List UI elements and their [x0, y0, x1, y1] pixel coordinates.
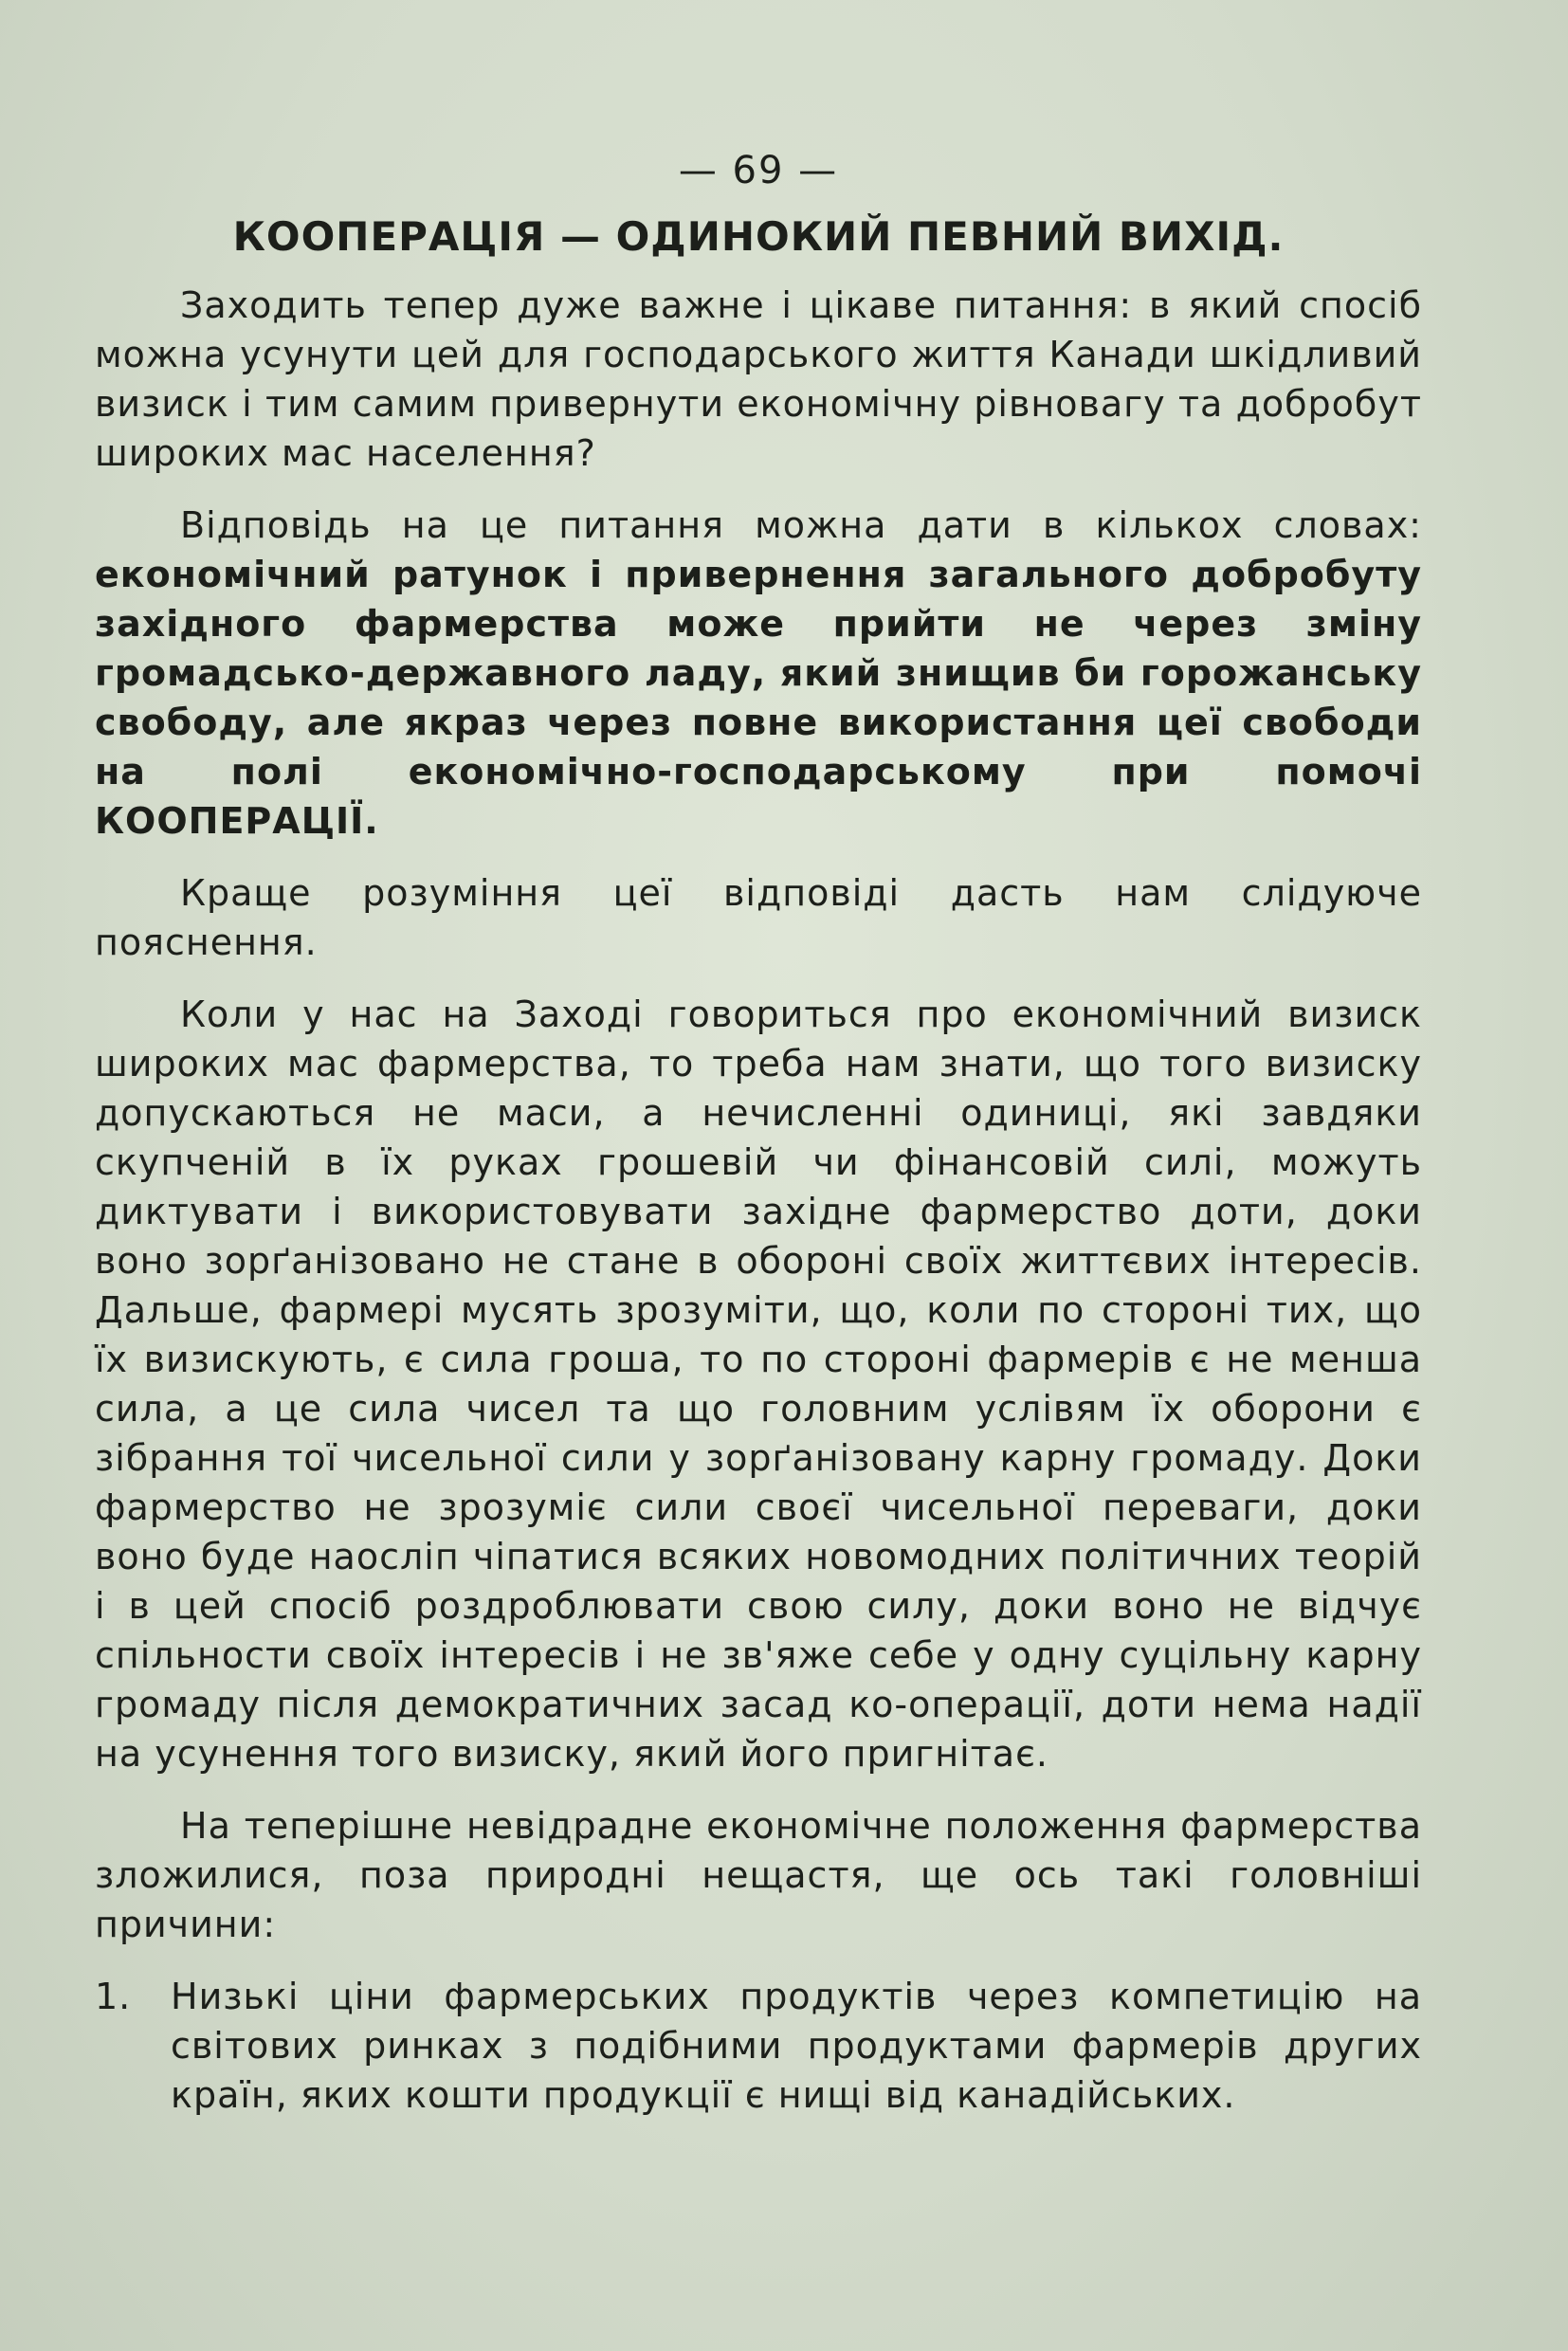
paragraph-bold-answer: економічний ратунок і привернення загального добробуту західного фармерства може прийти не через зміну громадсько-державного ладу, який знищив би горожанську свободу, але якраз через повне використання цеї свободи на полі економічно-господарському при помочі КООПЕРАЦІЇ.	[95, 554, 1422, 842]
page-content	[95, 142, 1422, 2120]
section-title: КООПЕРАЦІЯ — ОДИНОКИЙ ПЕВНИЙ ВИХІД.	[232, 213, 1285, 260]
paragraph-answer	[95, 501, 1422, 846]
paragraph-text: Краще розуміння цеї відповіді дасть нам слідуюче пояснення.	[95, 872, 1422, 963]
paragraph-text: Заходить тепер дуже важне і цікаве питання: в який спосіб можна усунути цей для господарського життя Канади шкідливий визиск і тим самим привернути економічну рівновагу та добробут широких мас населення?	[95, 284, 1422, 474]
paragraph-lead: Відповідь на це питання можна дати в кількох словах:	[180, 504, 1422, 546]
page-number: — 69 —	[678, 149, 839, 192]
list-item-number: 1.	[95, 1976, 132, 2017]
list-item	[95, 1972, 1422, 2120]
paragraph-text: Коли у нас на Заході говориться про економічний визиск широких мас фармерства, то треба нам знати, що того визиску допускаються не маси, а нечисленні одиниці, які завдяки скупченій в їх руках грошевій чи фінансовій силі, можуть диктувати і використовувати західне фармерство доти, доки воно зорґанізовано не стане в обороні своїх життєвих інтересів. Дальше, фармері мусять зрозуміти, що, коли по стороні тих, що їх визискують, є сила гроша, то по стороні фармерів є не менша сила, а це сила чисел та що головним услівям їх оборони є зібрання тої чисельної сили у зорґанізовану карну громаду. Доки фармерство не зрозуміє сили своєї чисельної переваги, доки воно буде наосліп чіпатися всяких новомодних політичних теорій і в цей спосіб роздроблювати свою силу, доки воно не відчує спільности своїх інтересів і не зв'яже себе у одну суцільну карну громаду після демократичних засад ко-операції, доти нема надії на усунення того визиску, який його пригнітає.	[95, 993, 1422, 1775]
list-item-text: Низькі ціни фармерських продуктів через компетицію на світових ринках з подібними продуктами фармерів других країн, яких кошти продукції є нищі від канадійських.	[171, 1976, 1422, 2116]
paragraph-exploitation	[95, 990, 1422, 1778]
paragraph-text: На теперішне невідрадне економічне положення фармерства зложилися, поза природні нещастя, ще ось такі головніші причини:	[95, 1805, 1422, 1945]
paragraph-causes-intro	[95, 1801, 1422, 1949]
paragraph-explanation-intro	[95, 868, 1422, 967]
paragraph-question	[95, 281, 1422, 478]
